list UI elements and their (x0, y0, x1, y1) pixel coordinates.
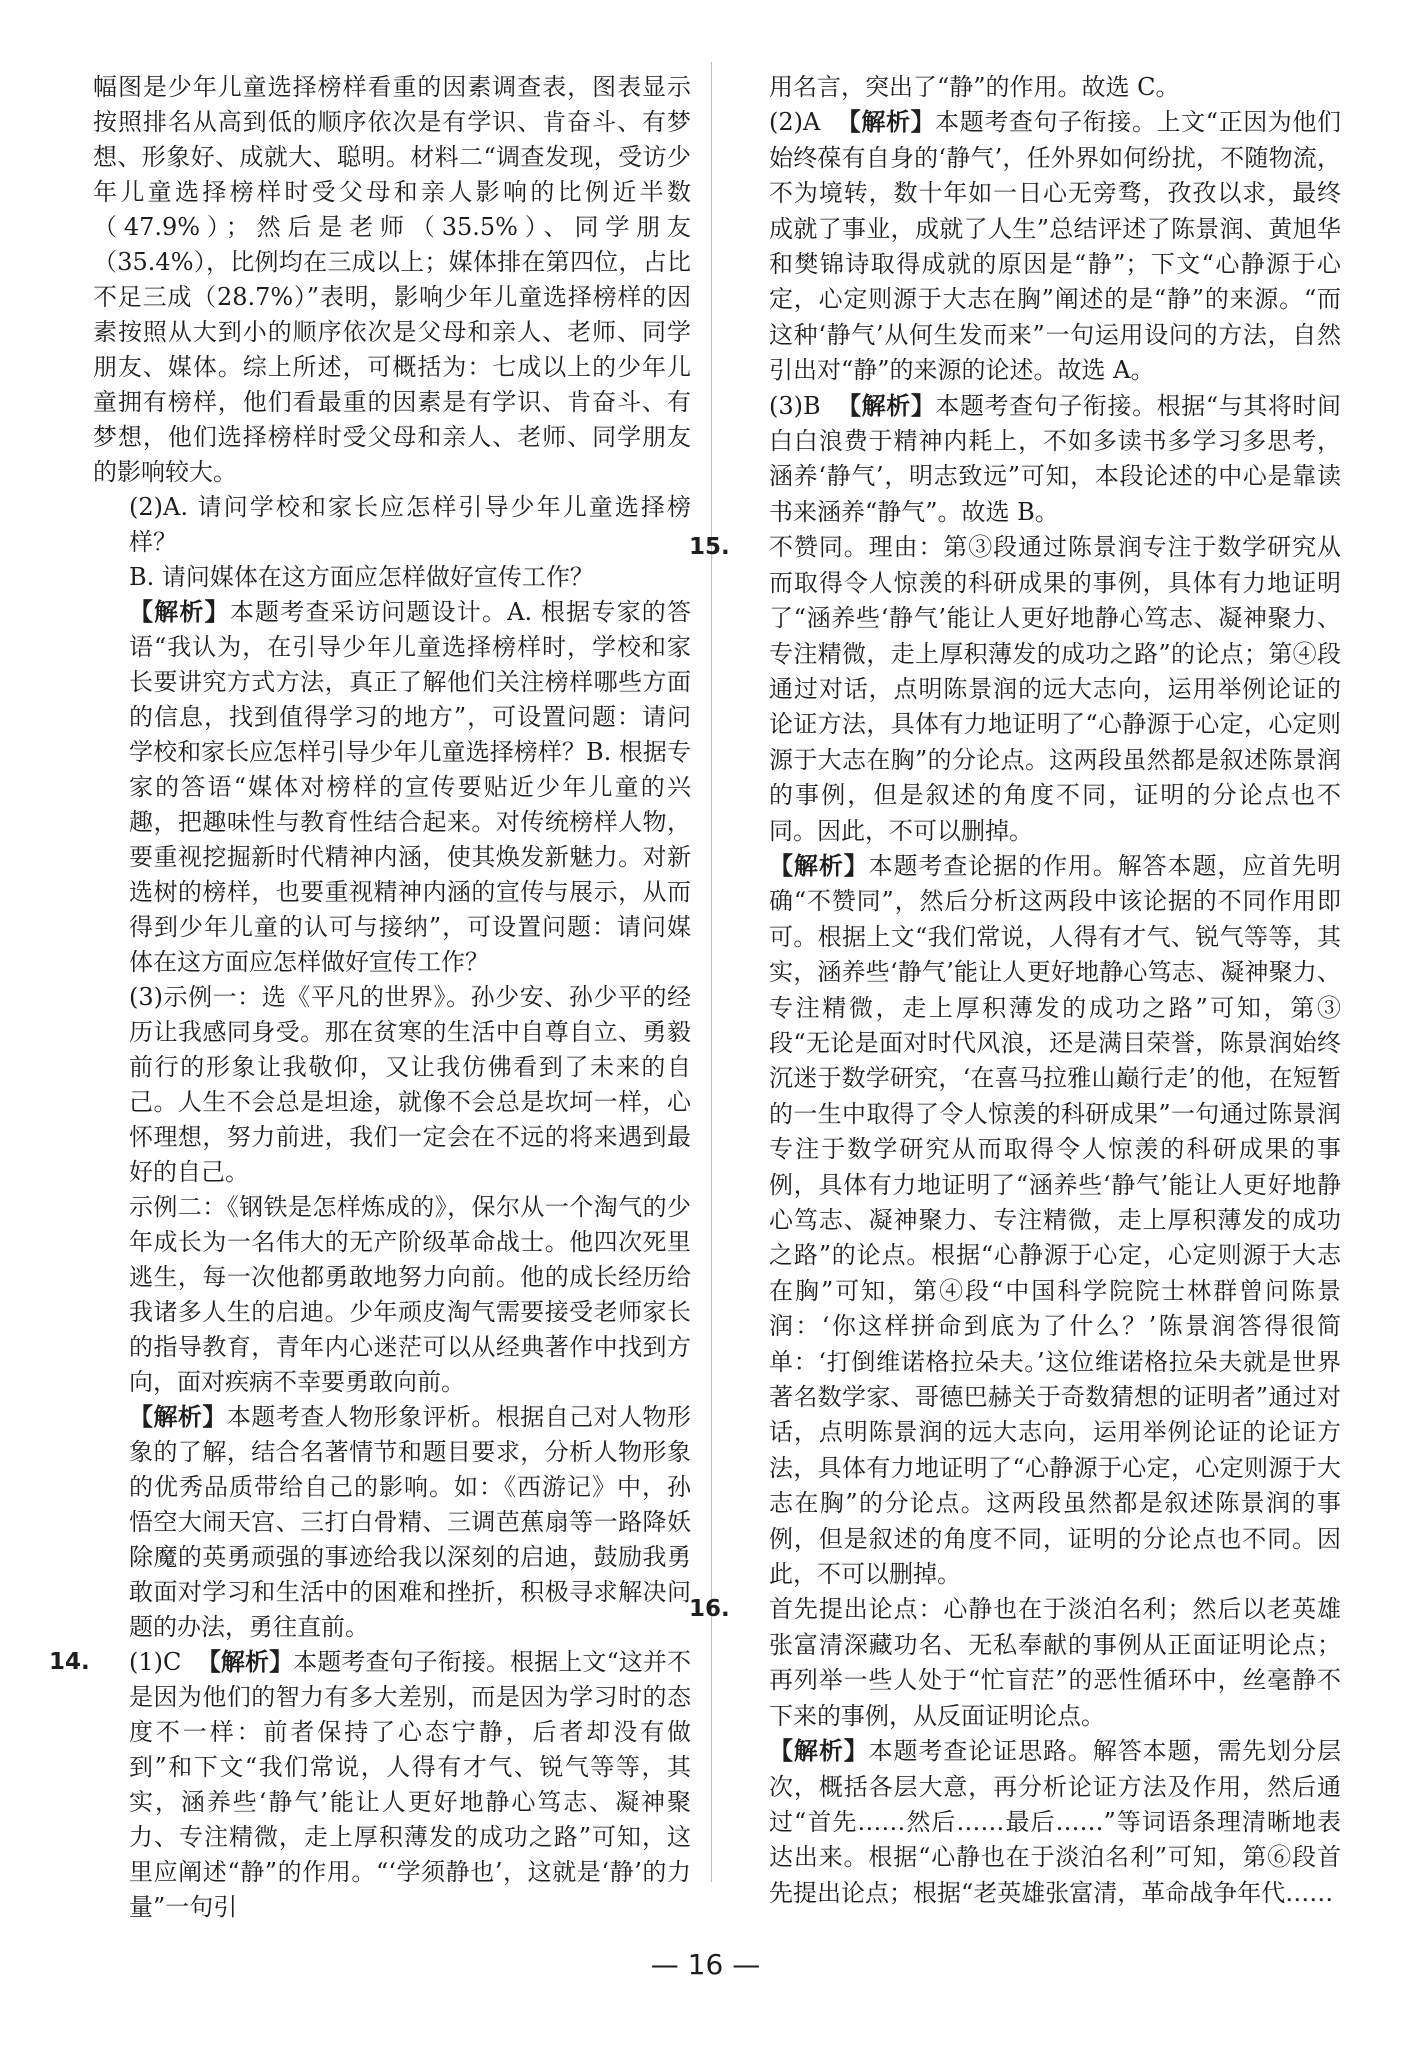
q14-answer: (1)C (129, 1648, 182, 1676)
analysis-tag: 【解析】 (836, 108, 936, 137)
q14-analysis-text: 本题考查句子衔接。根据上文“这并不是因为他们的智力有多大差别，而是因为学习时的态度不一样：前者保持了心态宁静，后者却没有做到”和下文“我们常说，人得有才气、锐气等等，其实，涵养些‘静气’能让人更好地静心笃志、凝神聚力、专注精微，走上厚积薄发的成功之路”可知，这里应阐述“静”的作用。“‘学须静也’，这就是‘静’的力量”一句引 (129, 1648, 691, 1921)
q14-3-answer: (3)B (769, 391, 821, 420)
analysis-tag: 【解析】 (196, 1648, 294, 1676)
q16-answer (689, 1592, 1341, 1734)
q16-answer-text: 首先提出论点：心静也在于淡泊名利；然后以老英雄张富清深藏功名、无私奉献的事例从正面证明论点；再列举一些人处于“忙盲茫”的恶性循环中，丝毫静不下来的事例，从反面证明论点。 (769, 1595, 1341, 1730)
q14-continued: 用名言，突出了“静”的作用。故选 C。 (769, 73, 1180, 101)
q15-analysis (733, 849, 1341, 1593)
q14-part1 (49, 1645, 691, 1925)
analysis-tag: 【解析】 (837, 391, 936, 420)
question-number: 15. (689, 534, 730, 561)
analysis-tag: 【解析】 (129, 1403, 227, 1431)
q3-analysis-text: 本题考查人物形象评析。根据自己对人物形象的了解，结合名著情节和题目要求，分析人物形象的优秀品质带给自己的影响。如：《西游记》中，孙悟空大闹天宫、三打白骨精、三调芭蕉扇等一路降妖除魔的英勇顽强的事迹给我以深刻的启迪，鼓励我勇敢面对学习和生活中的困难和挫折，积极寻求解决问题的办法，勇往直前。 (129, 1403, 692, 1641)
q15-answer-text: 不赞同。理由：第③段通过陈景润专注于数学研究从而取得令人惊羡的科研成果的事例，具体有力地证明了“涵养些‘静气’能让人更好地静心笃志、凝神聚力、专注精微，走上厚积薄发的成功之路”的论点；第④段通过对话，点明陈景润的远大志向，运用举例论证的论证方法，具体有力地证明了“心静源于心定，心定则源于大志在胸”的分论点。这两段虽然都是叙述陈景润的事例，但是叙述的角度不同，证明的分论点也不同。因此，不可以删掉。 (769, 533, 1341, 845)
q14-2-answer: (2)A (769, 108, 821, 137)
q16-analysis (733, 1734, 1341, 1911)
q2-question-b: B. 请问媒体在这方面应怎样做好宣传工作？ (129, 563, 594, 591)
q2-analysis (93, 595, 691, 980)
q3-example-1: (3)示例一：选《平凡的世界》。孙少安、孙少平的经历让我感同身受。那在贫寒的生活中自尊自立、勇毅前行的形象让我敬仰，又让我仿佛看到了未来的自己。人生不会总是坦途，就像不会总是坎坷一样，心怀理想，努力前进，我们一定会在不远的将来遇到最好的自己。 (129, 983, 691, 1186)
q15-answer (689, 530, 1341, 849)
q3-analysis (93, 1400, 691, 1645)
analysis-tag: 【解析】 (769, 851, 869, 880)
q3-example-2: 示例二：《钢铁是怎样炼成的》，保尔从一个淘气的少年成长为一名伟大的无产阶级革命战士。他四次死里逃生，每一次他都勇敢地努力向前。他的成长经历给我诸多人生的启迪。少年顽皮淘气需要接受老师家长的指导教育，青年内心迷茫可以从经典著作中找到方向，面对疾病不幸要勇敢向前。 (129, 1193, 691, 1396)
page-number: — 16 — (650, 1948, 761, 1981)
analysis-tag: 【解析】 (769, 1737, 869, 1766)
q16-analysis-text: 本题考查论证思路。解答本题，需先划分层次，概括各层大意，再分析论证方法及作用，然后通过“首先……然后……最后……”等词语条理清晰地表达出来。根据“心静也在于淡泊名利”可知，第⑥段首先提出论点；根据“老英雄张富清，革命战争年代…… (769, 1737, 1342, 1907)
q2-analysis-text: 本题考查采访问题设计。A. 根据专家的答语“我认为，在引导少年儿童选择榜样时，学校和家长要讲究方式方法，真正了解他们关注榜样哪些方面的信息，找到值得学习的地方”，可设置问题：请问学校和家长应怎样引导少年儿童选择榜样？B. 根据专家的答语“媒体对榜样的宣传要贴近少年儿童的兴趣，把趣味性与教育性结合起来。对传统榜样人物，要重视挖掘新时代精神内涵，使其焕发新魅力。对新选树的榜样，也要重视精神内涵的宣传与展示，从而得到少年儿童的认可与接纳”，可设置问题：请问媒体在这方面应怎样做好宣传工作？ (129, 598, 691, 976)
q14-part2 (733, 105, 1341, 388)
paragraph-summary: 幅图是少年儿童选择榜样看重的因素调查表，图表显示按照排名从高到低的顺序依次是有学识、肯奋斗、有梦想、形象好、成就大、聪明。材料二“调查发现，受访少年儿童选择榜样时受父母和亲人影响的比例近半数（47.9%）；然后是老师（35.5%）、同学朋友（35.4%），比例均在三成以上；媒体排在第四位，占比不足三成（28.7%）”表明，影响少年儿童选择榜样的因素按照从大到小的顺序依次是父母和亲人、老师、同学朋友、媒体。综上所述，可概括为：七成以上的少年儿童拥有榜样，他们看最重的因素是有学识、肯奋斗、有梦想，他们选择榜样时受父母和亲人、老师、同学朋友的影响较大。 (93, 73, 691, 486)
q14-2-analysis-text: 本题考查句子衔接。上文“正因为他们始终葆有自身的‘静气’，任外界如何纷扰，不随物流，不为境转，数十年如一日心无旁骛，孜孜以求，最终成就了事业，成就了人生”总结评述了陈景润、黄旭华和樊锦诗取得成就的原因是“静”；下文“心静源于心定，心定则源于大志在胸”阐述的是“静”的来源。“而这种‘静气’从何生发而来”一句运用设问的方法，自然引出对“静”的来源的论述。故选 A。 (769, 108, 1341, 385)
analysis-tag: 【解析】 (129, 598, 230, 626)
q15-analysis-text: 本题考查论据的作用。解答本题，应首先明确“不赞同”，然后分析这两段中该论据的不同作用即可。根据上文“我们常说，人得有才气、锐气等等，其实，涵养些‘静气’能让人更好地静心笃志、凝神聚力、专注精微，走上厚积薄发的成功之路”可知，第③段“无论是面对时代风浪，还是满目荣誉，陈景润始终沉迷于数学研究，‘在喜马拉雅山巅行走’的他，在短暂的一生中取得了令人惊羡的科研成果”一句通过陈景润专注于数学研究从而取得令人惊羡的科研成果的事例，具体有力地证明了“涵养些‘静气’能让人更好地静心笃志、凝神聚力、专注精微，走上厚积薄发的成功之路”的论点。根据“心静源于心定，心定则源于大志在胸”可知，第④段“中国科学院院士林群曾问陈景润：‘你这样拼命到底为了什么？’陈景润答得很简单：‘打倒维诺格拉朵夫。’这位维诺格拉朵夫就是世界著名数学家、哥德巴赫关于奇数猜想的证明者”通过对话，点明陈景润的远大志向，运用举例论证的论证方法，具体有力地证明了“心静源于心定，心定则源于大志在胸”的分论点。这两段虽然都是叙述陈景润的事例，但是叙述的角度不同，证明的分论点也不同。因此，不可以删掉。 (769, 851, 1342, 1589)
q14-part3 (733, 389, 1341, 531)
right-column (689, 70, 1342, 1911)
question-number: 16. (689, 1596, 730, 1623)
q2-question-a: (2)A. 请问学校和家长应怎样引导少年儿童选择榜样？ (129, 493, 691, 556)
q14-3-analysis-text: 本题考查句子衔接。根据“与其将时间白白浪费于精神内耗上，不如多读书多学习多思考，涵养‘静气’，明志致远”可知，本段论述的中心是靠读书来涵养“静气”。故选 B。 (769, 391, 1342, 526)
left-column (49, 70, 692, 1925)
question-number: 14. (49, 1649, 90, 1675)
